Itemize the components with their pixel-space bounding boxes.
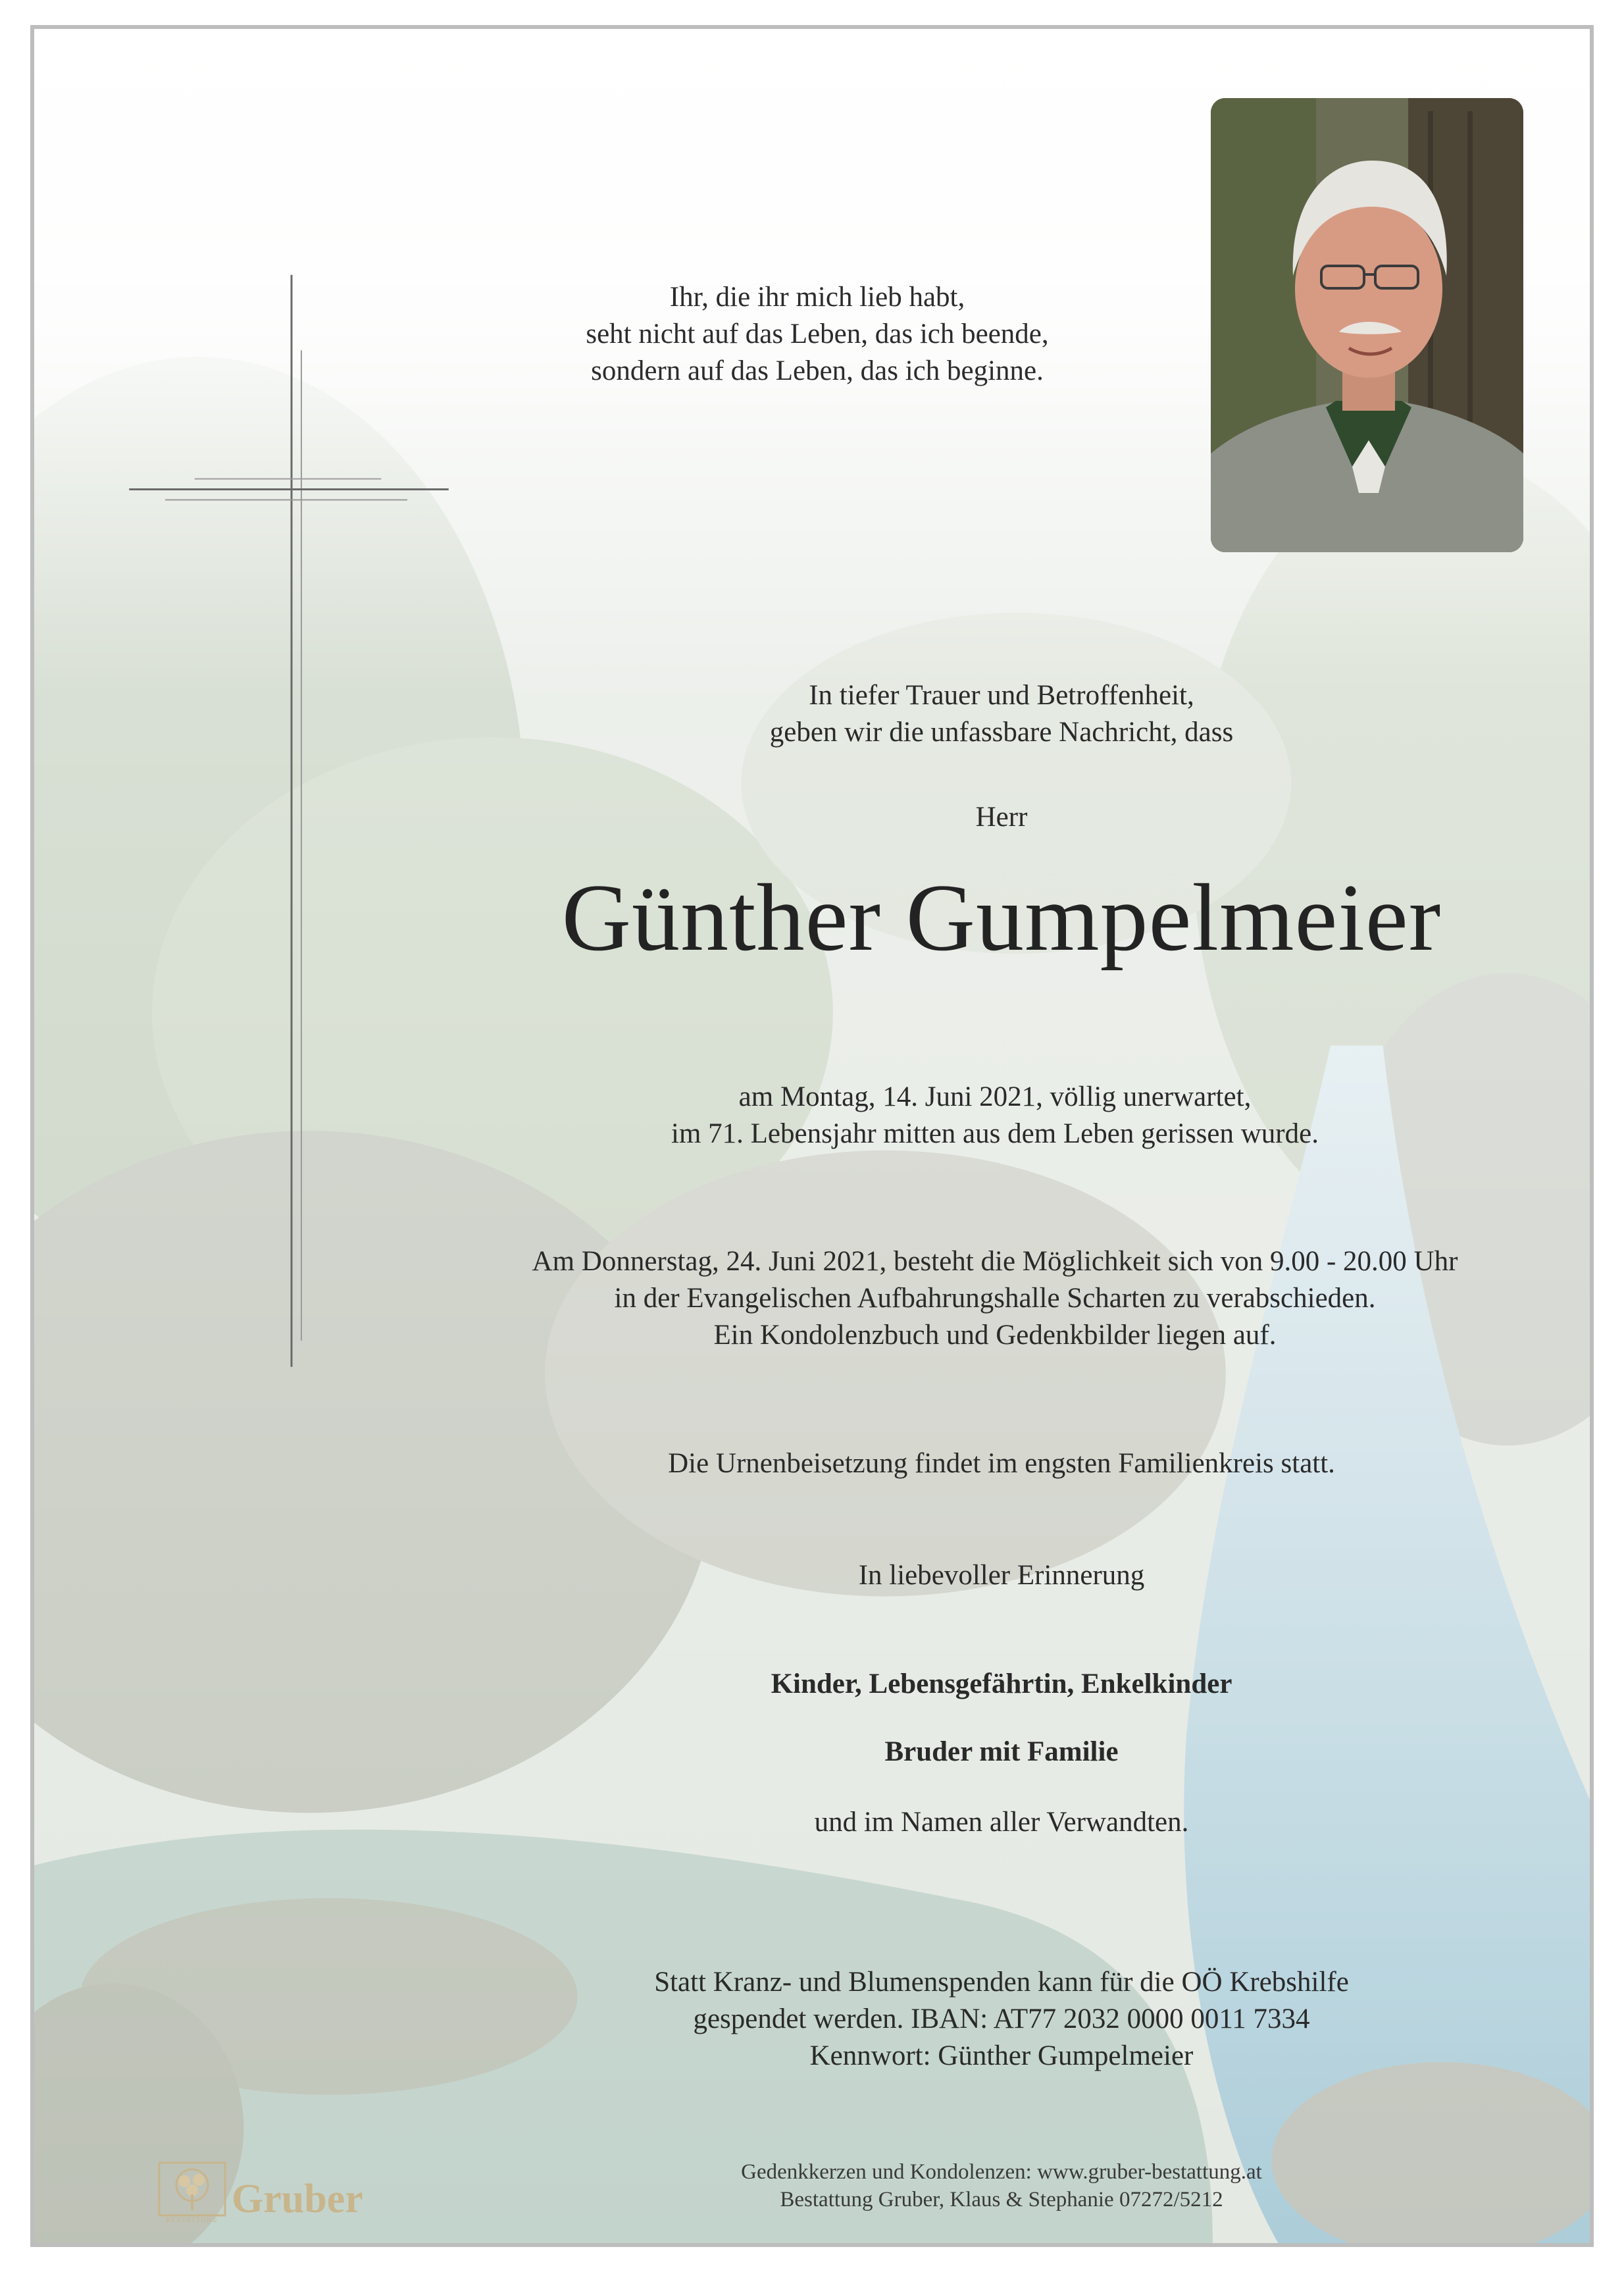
mourners-brother: Bruder mit Familie (884, 1736, 1119, 1767)
viewing-line: in der Evangelischen Aufbahrungshalle Scharten zu verabschieden. (614, 1283, 1376, 1314)
donation-line: Statt Kranz- und Blumenspenden kann für die OÖ Krebshilfe (654, 1967, 1349, 1998)
remembrance-line: In liebevoller Erinnerung (858, 1560, 1145, 1591)
logo-subtitle: BESTATTUNG (166, 2217, 218, 2223)
mourners-relatives: und im Namen aller Verwandten. (814, 1807, 1189, 1838)
poem (455, 279, 1179, 390)
logo-wordmark: Gruber (232, 2177, 363, 2221)
donation-line: Kennwort: Günther Gumpelmeier (809, 2040, 1194, 2071)
viewing-line: Am Donnerstag, 24. Juni 2021, besteht die Möglichkeit sich von 9.00 - 20.00 Uhr (532, 1246, 1458, 1277)
gruber-logo (158, 2161, 408, 2227)
intro-line: geben wir die unfassbare Nachricht, dass (769, 717, 1234, 748)
donation-note (442, 1964, 1561, 2075)
death-line: im 71. Lebensjahr mitten aus dem Leben gerissen wurde. (671, 1118, 1319, 1149)
viewing-info (403, 1243, 1587, 1354)
intro-line: In tiefer Trauer und Betroffenheit, (809, 680, 1194, 711)
urn-burial-note: Die Urnenbeisetzung findet im engsten Familienkreis statt. (668, 1448, 1335, 1479)
poem-line: Ihr, die ihr mich lieb habt, (669, 282, 965, 313)
death-line: am Montag, 14. Juni 2021, völlig unerwartet, (738, 1081, 1252, 1112)
obituary-card (30, 25, 1594, 2247)
poem-line: seht nicht auf das Leben, das ich beende, (586, 319, 1049, 349)
donation-line: gespendet werden. IBAN: AT77 2032 0000 0011 7334 (693, 2003, 1310, 2034)
poem-line: sondern auf das Leben, das ich beginne. (591, 355, 1044, 386)
viewing-line: Ein Kondolenzbuch und Gedenkbilder liegen auf. (713, 1320, 1277, 1351)
deceased-name: Günther Gumpelmeier (561, 864, 1442, 971)
death-notice (534, 1079, 1456, 1152)
salutation: Herr (975, 802, 1028, 833)
footer-contact: Bestattung Gruber, Klaus & Stephanie 07272/5212 (780, 2188, 1223, 2211)
mourners-children: Kinder, Lebensgefährtin, Enkelkinder (771, 1668, 1232, 1699)
announcement-intro (574, 677, 1429, 751)
footer-condolences: Gedenkkerzen und Kondolenzen: www.gruber-bestattung.at (741, 2160, 1262, 2184)
funeral-home-footer (574, 2158, 1429, 2213)
